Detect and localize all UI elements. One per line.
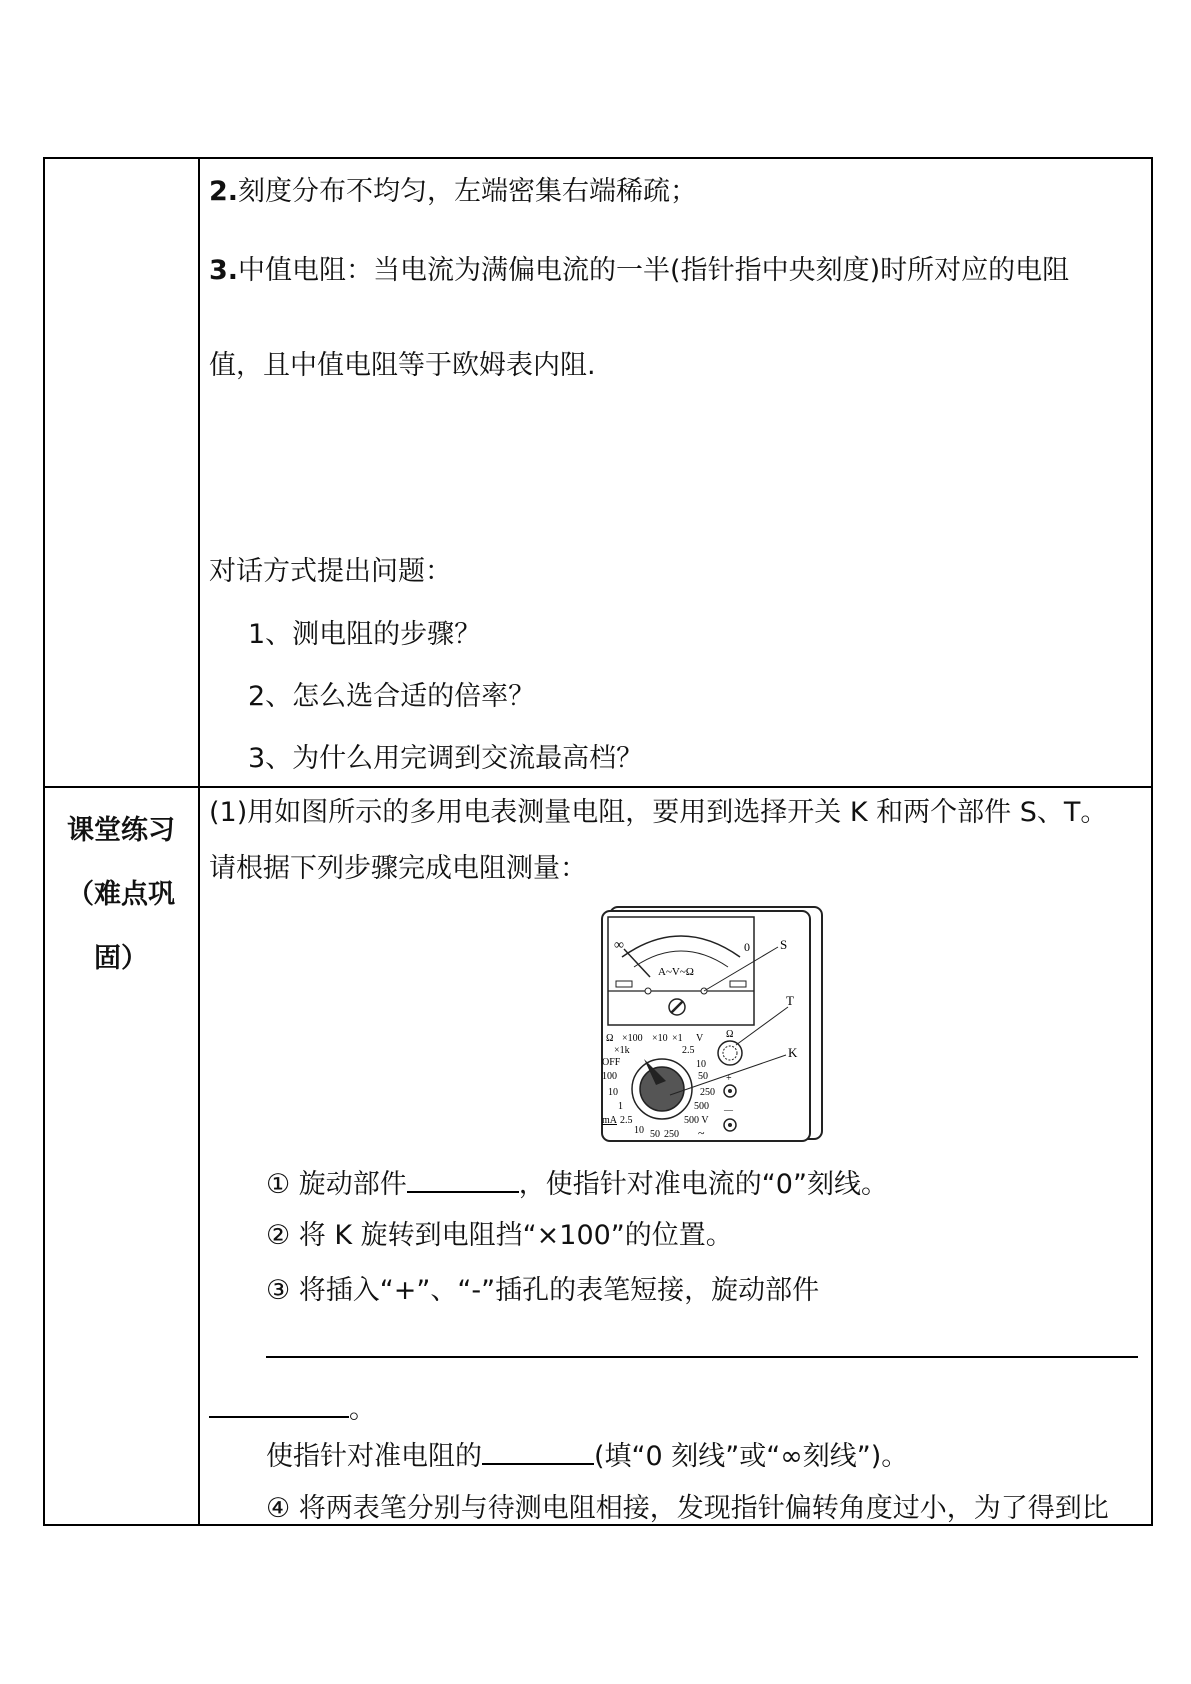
table-right-border	[1151, 157, 1153, 1526]
practice-label-line1: 课堂练习	[67, 815, 175, 846]
jack-minus-label: —	[724, 1105, 733, 1115]
step-3-cont-b: (填“0 刻线”或“∞刻线”)。	[594, 1441, 909, 1472]
step-3-blank-end	[209, 1390, 376, 1427]
practice-label-line3: 固）	[94, 943, 148, 974]
label-t: T	[786, 993, 794, 1008]
ring-b250: 250	[664, 1129, 679, 1140]
table-column-divider	[198, 157, 200, 1526]
meter-scale-label: A~V~Ω	[658, 966, 694, 978]
meter-tab-left	[616, 981, 632, 987]
ring-ma100: 100	[602, 1071, 617, 1082]
step-2: ② 将 K 旋转到电阻挡“×100”的位置。	[266, 1220, 733, 1251]
ring-tilde: ~	[698, 1126, 705, 1140]
step-3-period: 。	[349, 1394, 376, 1425]
label-k: K	[788, 1045, 798, 1060]
ring-ac500v: 500 V	[684, 1115, 709, 1126]
dialog-intro: 对话方式提出问题：	[209, 556, 452, 587]
ring-ma: mA	[602, 1115, 617, 1126]
meter-dot-left	[645, 988, 651, 994]
step-1-a: ① 旋动部件	[266, 1169, 407, 1200]
question-1: 1、测电阻的步骤？	[248, 619, 482, 650]
practice-intro-b: 请根据下列步骤完成电阻测量：	[209, 853, 587, 884]
ring-x1k: ×1k	[614, 1045, 630, 1056]
table-top-border	[43, 157, 1153, 159]
ring-v250: 250	[700, 1087, 715, 1098]
multimeter-figure	[600, 905, 830, 1145]
item-2-text: 刻度分布不均匀，左端密集右端稀疏；	[238, 176, 698, 207]
selector-knob	[640, 1067, 684, 1111]
question-3: 3、为什么用完调到交流最高档？	[248, 743, 644, 774]
ring-x100: ×100	[622, 1033, 643, 1044]
step-3-blank-short[interactable]	[209, 1390, 349, 1418]
knob-t-omega: Ω	[726, 1029, 734, 1040]
knob-t-inner	[723, 1046, 737, 1060]
item-3-text-a: 中值电阻：当电流为满偏电流的一半(指针指中央刻度)时所对应的电阻	[238, 255, 1070, 286]
label-s: S	[780, 937, 788, 952]
meter-tab-right	[730, 981, 746, 987]
ring-omega: Ω	[606, 1033, 614, 1044]
item-3-number: 3.	[209, 255, 239, 286]
step-3: ③ 将插入“+”、“-”插孔的表笔短接，旋动部件	[266, 1275, 820, 1306]
step-1-blank[interactable]	[407, 1165, 519, 1193]
meter-zero-mark: 0	[744, 940, 750, 954]
ring-v10: 10	[696, 1059, 706, 1070]
practice-label-line2: （难点巩	[67, 879, 175, 910]
question-2: 2、怎么选合适的倍率？	[248, 681, 536, 712]
step-3-blank-line[interactable]	[266, 1356, 1138, 1358]
ring-ma10: 10	[608, 1087, 618, 1098]
ring-v500: 500	[694, 1101, 709, 1112]
table-row-divider	[43, 786, 1153, 788]
step-3-cont	[266, 1437, 908, 1474]
item-2	[209, 175, 697, 209]
ring-off: OFF	[602, 1057, 621, 1068]
ring-v50: 50	[698, 1071, 708, 1082]
jack-plus-label: +	[726, 1073, 732, 1084]
practice-intro-a: (1)用如图所示的多用电表测量电阻，要用到选择开关 K 和两个部件 S、T。	[209, 797, 1108, 828]
ring-ma1: 1	[618, 1101, 623, 1112]
jack-minus-core	[728, 1123, 732, 1127]
item-3-text-b: 值，且中值电阻等于欧姆表内阻.	[209, 350, 596, 381]
ring-x10: ×10	[652, 1033, 668, 1044]
ring-v: V	[696, 1033, 704, 1044]
meter-inf-mark: ∞	[614, 938, 624, 953]
table-left-border	[43, 157, 45, 1526]
step-3-cont-a: 使指针对准电阻的	[266, 1441, 482, 1472]
step-3-cont-blank[interactable]	[482, 1437, 594, 1465]
jack-plus-core	[728, 1089, 732, 1093]
ring-x1: ×1	[672, 1033, 683, 1044]
step-1	[266, 1165, 888, 1202]
item-3	[209, 254, 1069, 288]
ring-v2-5: 2.5	[682, 1045, 695, 1056]
step-4: ④ 将两表笔分别与待测电阻相接，发现指针偏转角度过小，为了得到比	[266, 1493, 1109, 1524]
ring-ma2-5: 2.5	[620, 1115, 633, 1126]
ring-b50: 50	[650, 1129, 660, 1140]
step-1-b: ，使指针对准电流的“0”刻线。	[518, 1169, 888, 1200]
ring-b10: 10	[634, 1125, 644, 1136]
item-2-number: 2.	[209, 176, 239, 207]
